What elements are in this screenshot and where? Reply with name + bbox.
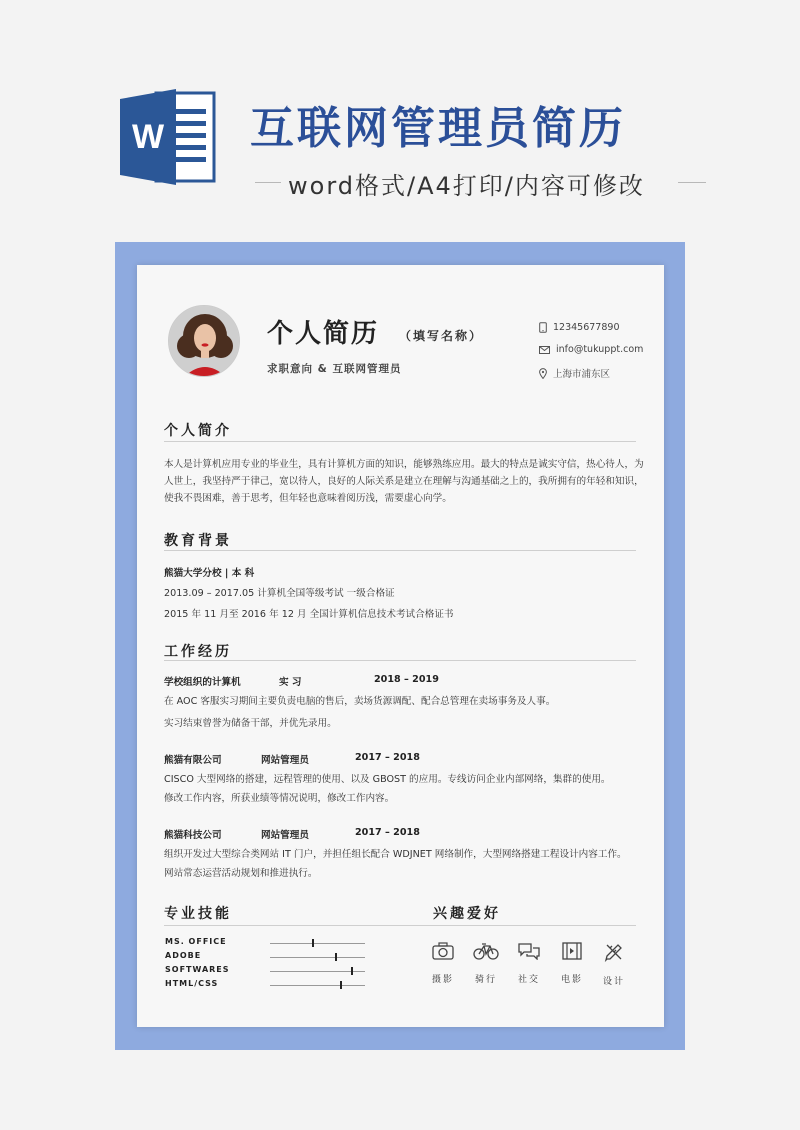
portrait-image xyxy=(169,306,240,377)
job-period: 2017 – 2018 xyxy=(355,752,420,763)
job-role: 网站管理员 xyxy=(261,830,309,841)
resume-title: 个人简历 xyxy=(267,319,380,349)
address-text: 上海市浦东区 xyxy=(553,369,611,380)
education-school: 熊猫大学分校 | 本 科 xyxy=(164,568,255,579)
job-company: 熊猫有限公司 xyxy=(164,755,222,766)
hobby-item xyxy=(466,942,506,985)
hobby-item xyxy=(423,942,463,985)
skills-divider xyxy=(164,925,636,926)
job-intent: 求职意向 & 互联网管理员 xyxy=(267,363,402,375)
contact-email xyxy=(539,344,643,355)
skill-label: SOFTWARES xyxy=(165,965,230,974)
hobby-item xyxy=(552,942,592,985)
hobby-item xyxy=(509,942,549,985)
work-divider xyxy=(164,660,636,661)
skills-heading: 专业技能 xyxy=(164,906,232,922)
resume-title-note: （填写名称） xyxy=(399,329,484,343)
skill-level-marker xyxy=(340,981,342,989)
skill-label: ADOBE xyxy=(165,951,202,960)
hobby-label: 设计 xyxy=(602,977,625,987)
education-line: 2015 年 11 月至 2016 年 12 月 全国计算机信息技术考试合格证书 xyxy=(164,609,454,620)
skill-level-bar xyxy=(270,971,365,972)
hobby-label: 社交 xyxy=(517,975,540,985)
skill-level-marker xyxy=(312,939,314,947)
education-line: 2013.09 – 2017.05 计算机全国等级考试 一级合格证 xyxy=(164,588,395,599)
hobby-item xyxy=(594,942,634,987)
summary-heading: 个人简介 xyxy=(164,423,232,439)
contact-phone xyxy=(539,322,620,333)
job-detail: 在 AOC 客服实习期间主要负责电脑的售后，卖场货源调配、配合总管理在卖场事务及人事。 xyxy=(164,696,556,707)
avatar xyxy=(168,305,240,377)
job-detail: 网站常态运营活动规划和推进执行。 xyxy=(164,868,318,879)
job-detail: 组织开发过大型综合类网站 IT 门户，并担任组长配合 WDJNET 网络制作，大型网络搭建工程设计内容工作。 xyxy=(164,849,627,860)
skill-level-marker xyxy=(351,967,353,975)
svg-text:W: W xyxy=(131,118,165,156)
job-role: 实 习 xyxy=(279,677,302,688)
phone-text: 12345677890 xyxy=(553,322,620,333)
chat-bubbles-icon xyxy=(517,942,541,960)
skill-level-bar xyxy=(270,943,365,944)
banner-divider-right xyxy=(678,182,706,183)
hobbies-heading: 兴趣爱好 xyxy=(433,906,501,922)
word-document-icon xyxy=(118,85,222,189)
job-role: 网站管理员 xyxy=(261,755,309,766)
bicycle-icon xyxy=(473,942,499,960)
skill-label: HTML/CSS xyxy=(165,979,219,988)
banner-divider-left xyxy=(255,182,281,183)
email-text: info@tukuppt.com xyxy=(556,344,644,355)
skill-level-marker xyxy=(335,953,337,961)
banner-subtitle: word格式/A4打印/内容可修改 xyxy=(288,172,645,200)
hobby-label: 骑行 xyxy=(474,975,497,985)
banner-title: 互联网管理员简历 xyxy=(250,103,626,154)
job-period: 2017 – 2018 xyxy=(355,827,420,838)
work-heading: 工作经历 xyxy=(164,644,232,660)
camera-icon xyxy=(432,942,454,960)
contact-address xyxy=(539,366,610,380)
hobby-label: 电影 xyxy=(560,975,583,985)
summary-divider xyxy=(164,441,636,442)
job-company: 熊猫科技公司 xyxy=(164,830,222,841)
mail-icon xyxy=(539,346,550,354)
education-divider xyxy=(164,550,636,551)
hobby-label: 摄影 xyxy=(431,975,454,985)
job-detail: 实习结束曾誉为储备干部，并优先录用。 xyxy=(164,718,337,729)
film-icon xyxy=(562,942,582,960)
summary-text: 本人是计算机应用专业的毕业生，具有计算机方面的知识，能够熟练应用。最大的特点是诚实守信，热心待人，为人世上，我坚持严于律己，宽以待人，良好的人际关系是建立在理解与沟通基础之上的，我所拥有的年轻和知识，使我不畏困难，善于思考，但年轻也意味着阅历浅，需要虚心向学。 xyxy=(164,459,644,504)
job-detail: CISCO 大型网络的搭建，远程管理的使用、以及 GBOST 的应用。专线访问企业内部网络，集群的使用。 xyxy=(164,774,611,785)
education-heading: 教育背景 xyxy=(164,533,232,549)
skill-label: MS. OFFICE xyxy=(165,937,227,946)
skill-level-bar xyxy=(270,957,365,958)
job-detail: 修改工作内容，所获业绩等情况说明，修改工作内容。 xyxy=(164,793,395,804)
job-company: 学校组织的计算机 xyxy=(164,677,241,688)
location-pin-icon xyxy=(539,368,547,379)
job-period: 2018 – 2019 xyxy=(374,674,439,685)
phone-icon xyxy=(539,322,547,333)
pencil-ruler-icon xyxy=(604,942,624,962)
skill-level-bar xyxy=(270,985,365,986)
resume-page xyxy=(137,265,664,1027)
